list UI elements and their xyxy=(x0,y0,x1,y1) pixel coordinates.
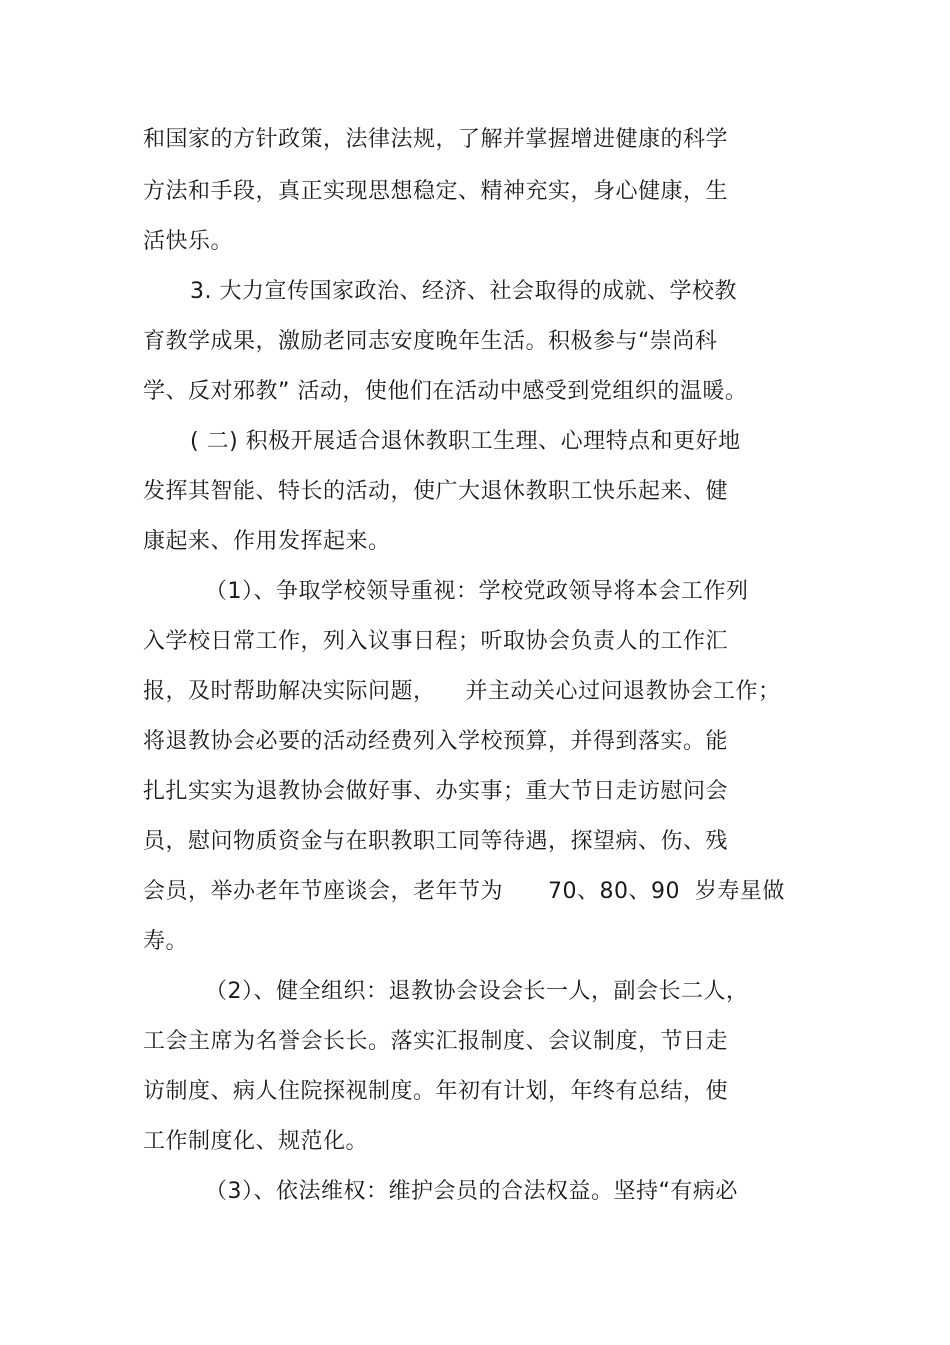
text-line: 和国家的方针政策，法律法规，了解并掌握增进健康的科学 xyxy=(143,127,729,152)
text-line: 访制度、病人住院探视制度。年初有计划，年终有总结，使 xyxy=(143,1079,729,1104)
paragraph-start-line: （3）、依法维权：维护会员的合法权益。坚持“有病必 xyxy=(205,1179,738,1204)
paragraph-start-line: （2）、健全组织：退教协会设会长一人，副会长二人， xyxy=(205,979,749,1004)
text-line: 扎扎实实为退教协会做好事、办实事；重大节日走访慰问会 xyxy=(143,779,729,804)
text-line: 将退教协会必要的活动经费列入学校预算，并得到落实。能 xyxy=(143,729,729,754)
text-line: 工会主席为名誉会长长。落实汇报制度、会议制度，节日走 xyxy=(143,1029,729,1054)
text-line: 工作制度化、规范化。 xyxy=(143,1129,369,1154)
paragraph-start-line: 3. 大力宣传国家政治、经济、社会取得的成就、学校教 xyxy=(190,279,737,304)
text-line: 寿。 xyxy=(143,929,189,954)
text-line: 学、反对邪教” 活动，使他们在活动中感受到党组织的温暖。 xyxy=(143,379,748,404)
text-line: 康起来、作用发挥起来。 xyxy=(143,529,391,554)
paragraph-start-line: （1）、争取学校领导重视：学校党政领导将本会工作列 xyxy=(205,579,749,604)
text-line: 活快乐。 xyxy=(143,229,234,254)
text-line: 发挥其智能、特长的活动，使广大退休教职工快乐起来、健 xyxy=(143,479,729,504)
text-line: 方法和手段，真正实现思想稳定、精神充实，身心健康，生 xyxy=(143,179,729,204)
text-line: 会员，举办老年节座谈会，老年节为 70、80、90 岁寿星做 xyxy=(143,879,785,904)
text-line: 报，及时帮助解决实际问题， 并主动关心过问退教协会工作； xyxy=(143,679,781,704)
text-line: 育教学成果，激励老同志安度晚年生活。积极参与“崇尚科 xyxy=(143,329,718,354)
section-heading-line: ( 二) 积极开展适合退休教职工生理、心理特点和更好地 xyxy=(190,429,741,454)
text-line: 入学校日常工作，列入议事日程；听取协会负责人的工作汇 xyxy=(143,629,729,654)
text-line: 员，慰问物质资金与在职教职工同等待遇，探望病、伤、残 xyxy=(143,829,729,854)
